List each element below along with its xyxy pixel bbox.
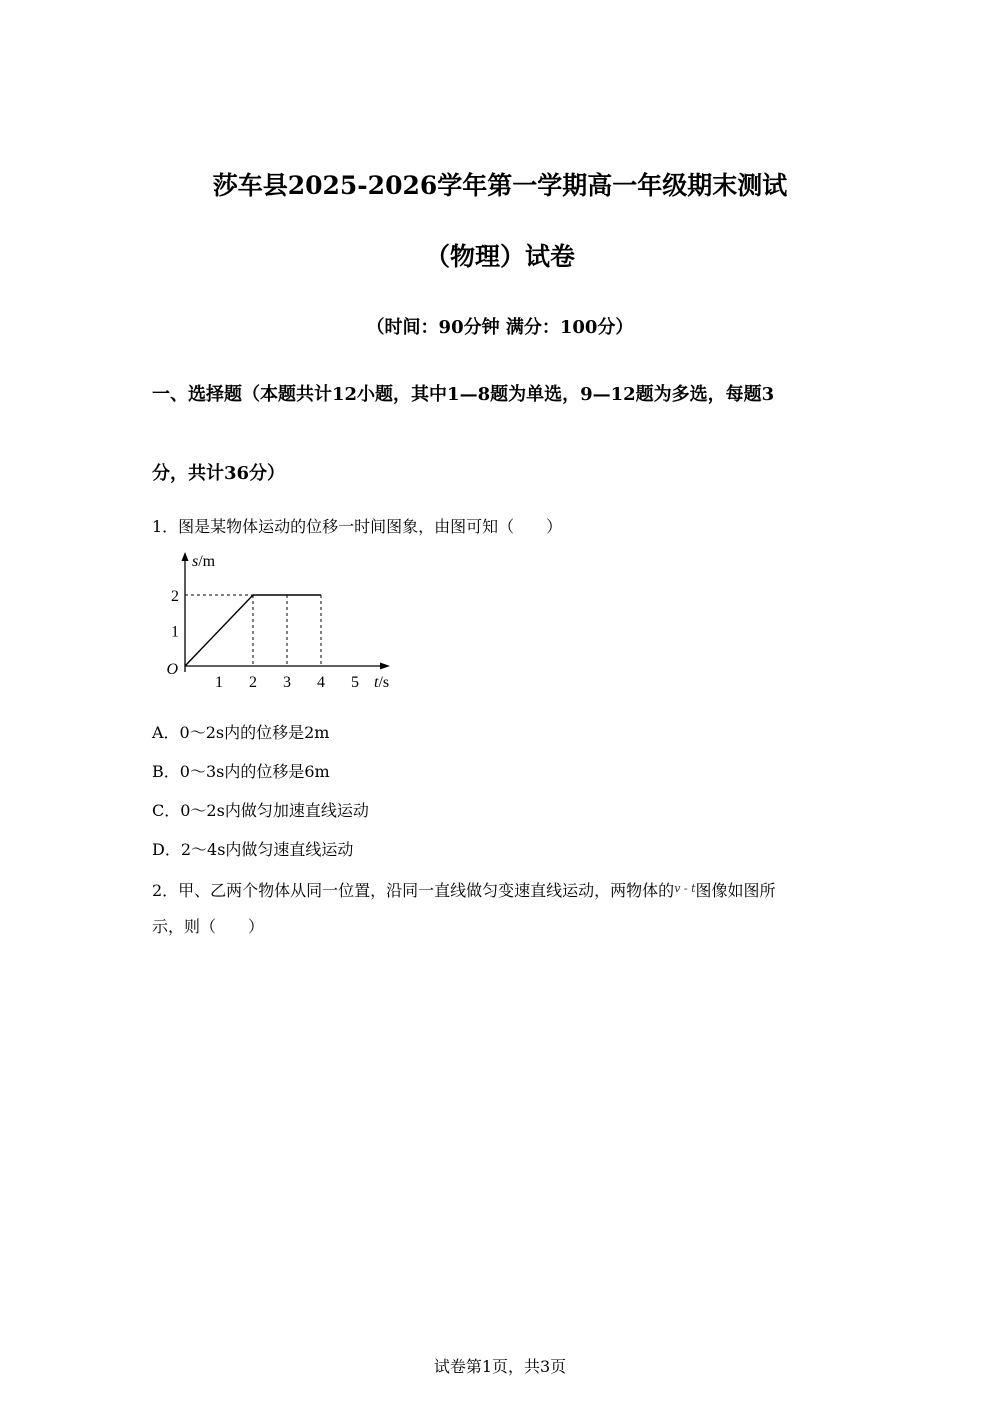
y-tick-label: 1	[171, 623, 179, 641]
exam-time-score: （时间：90分钟 满分：100分）	[366, 317, 634, 338]
x-tick-label: 1	[215, 674, 223, 691]
q2-vt-symbol: v - t	[674, 882, 696, 895]
x-tick-label: 5	[351, 674, 359, 691]
x-tick-label: 4	[317, 674, 325, 691]
origin-label: O	[166, 661, 178, 678]
q2-stem-part1: 2．甲、乙两个物体从同一位置，沿同一直线做匀变速直线运动，两物体的	[152, 881, 675, 900]
q1-option-a: A．0～2s内的位移是2m	[152, 723, 330, 742]
page-footer: 试卷第1页，共3页	[433, 1357, 567, 1376]
q1-option-b: B．0～3s内的位移是6m	[152, 762, 330, 781]
question-2-stem	[152, 878, 852, 902]
x-tick-label: 2	[249, 674, 257, 691]
q2-stem-part2: 图像如图所	[695, 881, 776, 900]
x-axis-arrow	[380, 663, 390, 670]
exam-title-line2: （物理）试卷	[424, 242, 575, 271]
section-heading-line2: 分，共计36分）	[152, 463, 286, 484]
q1-option-d: D．2～4s内做匀速直线运动	[152, 840, 354, 859]
exam-title-line1: 莎车县2025-2026学年第一学期高一年级期末测试	[212, 171, 788, 200]
y-axis-label: s/m	[192, 553, 216, 570]
displacement-time-graph	[160, 545, 400, 693]
y-axis-arrow	[182, 552, 189, 561]
question-2-stem-line2: 示，则（ ）	[152, 917, 265, 936]
section-heading-line1: 一、选择题（本题共计12小题，其中1—8题为单选，9—12题为多选，每题3	[152, 384, 775, 405]
q1-option-c: C．0～2s内做匀加速直线运动	[152, 801, 369, 820]
x-tick-label: 3	[283, 674, 291, 691]
x-axis-label: t/s	[374, 674, 390, 691]
series-segment	[185, 595, 253, 666]
y-tick-label: 2	[171, 588, 179, 605]
question-1-stem: 1．图是某物体运动的位移一时间图象，由图可知（ ）	[152, 517, 563, 536]
